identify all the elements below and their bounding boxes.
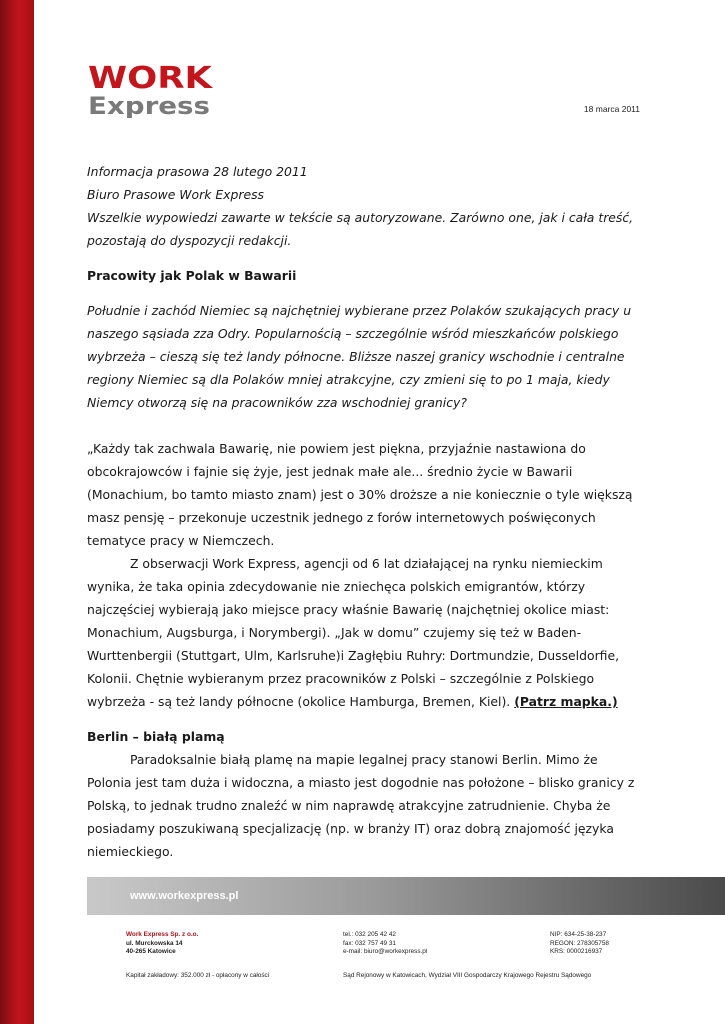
footer-street: ul. Murckowska 14 [126, 939, 183, 947]
footer-capital: Kapitał zakładowy: 352.000 zł - opłacony w całości [126, 972, 270, 979]
left-red-bar [0, 0, 34, 1024]
intro-line-2: Biuro Prasowe Work Express [87, 187, 264, 202]
footer-tel: tel.: 032 205 42 42 [343, 931, 396, 938]
paragraph-2-text: Z obserwacji Work Express, agencji od 6 lat działającej na rynku niemieckim wynika, że taka opinia zdecydowanie nie zniechęca polskich emigrantów, którzy najczęściej wybierają jako miejsce pracy właśnie Bawarię (najchętniej okolice miast: Monachium, Augsburga, i Norymbergi). „Jak w domu” czujemy się też w Baden-Wurttenbergii (Stuttgart, Ulm, Karlsruhe)i Zagłębiu Ruhry: Dortmundzie, Dusseldorfie, Kolonii. Chętnie wybieranym przez pracowników z Polski – szczególnie z Polskiego wybrzeża - są też landy północne (okolice Hamburga, Bremen, Kiel). [87, 556, 620, 709]
section-2-text: Paradoksalnie białą plamę na mapie legalnej pracy stanowi Berlin. Mimo że Polonia jest tam duża i widoczna, a miasto jest dogodnie nas położone – blisko granicy z Polską, to jednak trudno znaleźć w nim naprawdę atrakcyjne zatrudnienie. Chyba że posiadamy poszukiwaną specjalizację (np. w branży IT) oraz dobrą znajomość języka niemieckiego. [87, 752, 635, 859]
footer-registry-block [550, 931, 609, 957]
footer-court: Sąd Rejonowy w Katowicach, Wydział VIII Gospodarczy Krajowego Rejestru Sądowego [343, 972, 592, 979]
article-lead: Południe i zachód Niemiec są najchętniej wybierane przez Polaków szukających pracy u naszego sąsiada zza Odry. Popularnością – szczególnie wśród mieszkańców polskiego wybrzeża – cieszą się też landy północne. Bliższe naszej granicy wschodnie i centralne regiony Niemiec są dla Polaków mniej atrakcyjne, czy zmieni się to po 1 maja, kiedy Niemcy otworzą się na pracowników zza wschodniej granicy? [87, 303, 632, 410]
article-quote: „Każdy tak zachwala Bawarię, nie powiem jest piękna, przyjaźnie nastawiona do obcokrajowców i fajnie się żyje, jest jednak małe ale... średnio życie w Bawarii (Monachium, bo tamto miasto znam) jest o 30% droższe a nie koniecznie o tyle większą masz pensję – przekonuje uczestnik jednego z forów internetowych poświęconych tematyce pracy w Niemczech. [87, 441, 633, 548]
footer-contact-block [343, 931, 427, 957]
footer-regon: REGON: 278305758 [550, 939, 609, 947]
map-link[interactable]: (Patrz mapka.) [514, 694, 618, 709]
logo-bottom-text: Express [88, 92, 210, 118]
article-title: Pracowity jak Polak w Bawarii [87, 268, 297, 283]
article-paragraph-2 [87, 552, 642, 713]
intro-line-3: Wszelkie wypowiedzi zawarte w tekście są autoryzowane. Zarówno one, jak i cała treść, pozostają do dyspozycji redakcji. [87, 210, 634, 248]
footer-nip: NIP: 634-25-38-237 [550, 931, 607, 938]
section-2-title: Berlin – białą plamą [87, 729, 225, 744]
footer-city: 40-265 Katowice [126, 948, 176, 956]
document-date: 18 marca 2011 [583, 104, 640, 114]
footer-fax: fax: 032 757 49 31 [343, 939, 396, 947]
logo-top-text: WORK [88, 61, 214, 96]
intro-line-1: Informacja prasowa 28 lutego 2011 [87, 164, 308, 179]
document-body [87, 160, 642, 863]
footer-company-name: Work Express Sp. z o.o. [126, 931, 199, 938]
footer-email[interactable]: e-mail: biuro@workexpress.pl [343, 948, 428, 956]
footer-krs: KRS: 0000216937 [550, 948, 603, 956]
footer-website-link[interactable]: www.workexpress.pl [130, 890, 239, 902]
footer-company-block [126, 931, 198, 957]
work-express-logo [86, 58, 214, 118]
